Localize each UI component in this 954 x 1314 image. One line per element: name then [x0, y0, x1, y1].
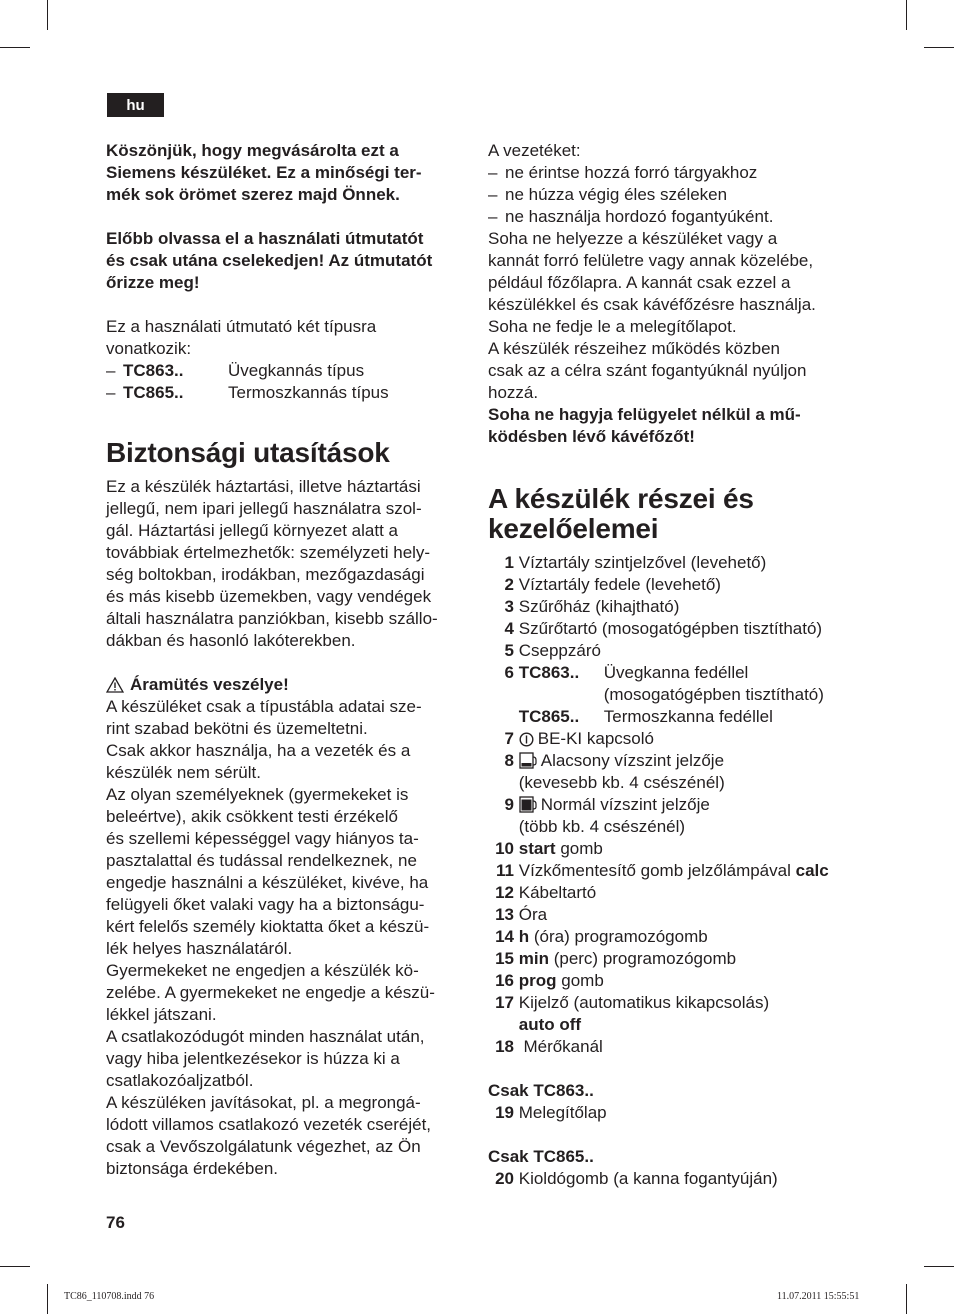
text-line: mék sok örömet szerez majd Önnek.: [106, 185, 400, 204]
language-tab: hu: [107, 93, 164, 117]
text-line: lék helyes használatáról.: [106, 939, 293, 958]
text-line: továbbiak értelmezhetők: személyzeti hely-: [106, 543, 431, 562]
text-line: jellegű, nem ipari jellegű használatra szol-: [106, 499, 422, 518]
list-item: 7 BE-KI kapcsoló: [504, 729, 654, 748]
text-line: készülék nem sérült.: [106, 763, 261, 782]
list-item: 10 start gomb: [495, 839, 603, 858]
left-column: [106, 140, 468, 1180]
text-line: pasztalattal és tudással rendelkeznek, ne: [106, 851, 417, 870]
warning-triangle-icon: [106, 677, 124, 693]
list-item: 14 h (óra) programozógomb: [495, 927, 708, 946]
cable-intro: A vezetéket:: [488, 141, 581, 160]
safety-intro: [106, 476, 468, 652]
applies-to: [106, 316, 468, 360]
model-code: TC865..: [123, 383, 184, 402]
text-line: felügyeli őket valaki vagy ha a biztonságu-: [106, 895, 425, 914]
page-number: 76: [106, 1213, 125, 1232]
model-code: TC865..: [518, 707, 580, 726]
list-item: 19 Melegítőlap: [495, 1103, 607, 1122]
only-tc865-heading: Csak TC865..: [488, 1147, 594, 1166]
footer-file: TC86_110708.indd 76: [64, 1291, 155, 1302]
text-line: őrizze meg!: [106, 273, 200, 292]
list-item: 9 Normál vízszint jelzője (több kb. 4 csészénél): [504, 795, 710, 836]
text-line: például főzőlapra. A kannát csak ezzel a: [488, 273, 791, 292]
list-item: – ne érintse hozzá forró tárgyakhoz: [488, 163, 758, 182]
list-item: 5 Cseppzáró: [504, 641, 601, 660]
text-line: kannát forró felületre vagy annak közelébe,: [488, 251, 814, 270]
text-line: dákban és hasonló lakóterekben.: [106, 631, 356, 650]
crop-mark: [47, 1284, 48, 1314]
text-line: csak a Vevőszolgálatunk végezhet, az Ön: [106, 1137, 421, 1156]
text-line: ködésben lévő kávéfőzőt!: [488, 427, 695, 446]
intro-thanks: [106, 140, 468, 206]
text-line: Előbb olvassa el a használati útmutatót: [106, 229, 424, 248]
normal-water-level-icon: [519, 796, 537, 813]
text-line: csatlakozóaljzatból.: [106, 1071, 254, 1090]
crop-mark: [924, 47, 954, 48]
text-line: és szellemi képességgel vagy hiányos ta-: [106, 829, 419, 848]
list-item: 1 Víztartály szintjelzővel (levehető): [504, 553, 767, 572]
text-line: Gyermekeket ne engedjen a készülék kö-: [106, 961, 419, 980]
text-line: Soha ne fedje le a melegítőlapot.: [488, 317, 737, 336]
text-line: A készüléket csak a típustábla adatai sze-: [106, 697, 422, 716]
list-item: 2 Víztartály fedele (levehető): [504, 575, 721, 594]
model-label: Üvegkannás típus: [228, 361, 365, 380]
model-label: Termoszkannás típus: [228, 383, 389, 402]
text-line: csak az a célra szánt fogantyúknál nyúljon: [488, 361, 807, 380]
text-line: ség boltokban, irodákban, mezőgazdasági: [106, 565, 425, 584]
crop-mark: [924, 1266, 954, 1267]
text-line: Köszönjük, hogy megvásárolta ezt a: [106, 141, 399, 160]
text-line: vagy hiba jelentkezésekor is húzza ki a: [106, 1049, 400, 1068]
text-line: biztonsága érdekében.: [106, 1159, 279, 1178]
parts-list: [488, 552, 858, 1058]
text-line: rint szabad bekötni és üzemeltetni.: [106, 719, 368, 738]
list-item: 18 Mérőkanál: [495, 1037, 603, 1056]
crop-mark: [906, 0, 907, 30]
power-icon: [519, 732, 534, 747]
right-column: [488, 140, 858, 1190]
warning-text: [106, 696, 468, 1180]
text-line: Ez a használati útmutató két típusra: [106, 317, 377, 336]
list-item: 11 Vízkőmentesítő gomb jelzőlámpával calc: [496, 861, 829, 880]
list-item: 12 Kábeltartó: [495, 883, 597, 902]
text-line: Siemens készüléket. Ez a minőségi ter-: [106, 163, 422, 182]
list-item: 4 Szűrőtartó (mosogatógépben tisztítható): [504, 619, 823, 638]
read-first-notice: [106, 228, 468, 294]
text-line: Soha ne helyezze a készüléket vagy a: [488, 229, 778, 248]
warning-title: Áramütés veszélye!: [130, 675, 289, 694]
text-line: Az olyan személyeknek (gyermekeket is: [106, 785, 409, 804]
footer-date: 11.07.2011 15:55:51: [777, 1291, 860, 1302]
never-unattended-notice: [488, 404, 858, 448]
text-line: A készüléken javításokat, pl. a megrongá-: [106, 1093, 421, 1112]
model-item: – TC865.. Termoszkannás típus: [106, 383, 389, 402]
list-item: 17 Kijelző (automatikus kikapcsolás) auto off: [495, 993, 770, 1034]
model-code: TC863..: [518, 663, 580, 682]
list-item: 13 Óra: [495, 905, 548, 924]
list-item: 16 prog gomb: [495, 971, 604, 990]
text-line: lódott villamos csatlakozó vezeték cseréjét,: [106, 1115, 432, 1134]
text-line: A készülék részeihez működés közben: [488, 339, 780, 358]
low-water-level-icon: [519, 752, 537, 769]
text-line: engedje használni a készüléket, kivéve, ha: [106, 873, 429, 892]
crop-mark: [47, 0, 48, 30]
text-line: Csak akkor használja, ha a vezeték és a: [106, 741, 411, 760]
list-item: 8 Alacsony vízszint jelzője (kevesebb kb. 4 csészénél): [504, 751, 725, 792]
crop-mark: [0, 1266, 30, 1267]
text-line: Ez a készülék háztartási, illetve háztartási: [106, 477, 421, 496]
list-item: 6 TC863.. Üvegkanna fedéllel (mosogatógépben tisztítható) TC865.. Termoszkanna fedéllel: [504, 663, 824, 726]
crop-mark: [906, 1284, 907, 1314]
electric-shock-warning: [106, 674, 468, 696]
crop-mark: [0, 47, 30, 48]
text-line: gál. Háztartási jellegű környezet alatt a: [106, 521, 398, 540]
model-code: TC863..: [123, 361, 184, 380]
model-item: – TC863.. Üvegkannás típus: [106, 361, 365, 380]
list-item: – ne húzza végig éles széleken: [488, 185, 728, 204]
list-item: 3 Szűrőház (kihajtható): [504, 597, 680, 616]
text-line: beleértve), akik csökkent testi érzékelő: [106, 807, 398, 826]
only-tc863-heading: Csak TC863..: [488, 1081, 594, 1100]
list-item: – ne használja hordozó fogantyúként.: [488, 207, 774, 226]
list-item: 15 min (perc) programozógomb: [495, 949, 737, 968]
text-line: A csatlakozódugót minden használat után,: [106, 1027, 425, 1046]
list-item: 20 Kioldógomb (a kanna fogantyúján): [495, 1169, 778, 1188]
text-line: vonatkozik:: [106, 339, 192, 358]
text-line: készülékkel és csak kávéfőzésre használja.: [488, 295, 816, 314]
cable-text: [488, 228, 858, 404]
text-line: lékkel játszani.: [106, 1005, 217, 1024]
text-line: Soha ne hagyja felügyelet nélkül a mű-: [488, 405, 801, 424]
text-line: hozzá.: [488, 383, 539, 402]
text-line: kért felelős személy kioktatta őket a készü-: [106, 917, 430, 936]
safety-heading: Biztonsági utasítások: [106, 437, 390, 468]
text-line: zelébe. A gyermekeket ne engedje a készü-: [106, 983, 435, 1002]
text-line: és csak utána cselekedjen! Az útmutatót: [106, 251, 433, 270]
parts-heading: A készülék részei és kezelőelemei: [488, 483, 754, 544]
text-line: és más kisebb üzemekben, vagy vendégek: [106, 587, 432, 606]
text-line: általi használatra panziókban, kisebb szállo-: [106, 609, 438, 628]
